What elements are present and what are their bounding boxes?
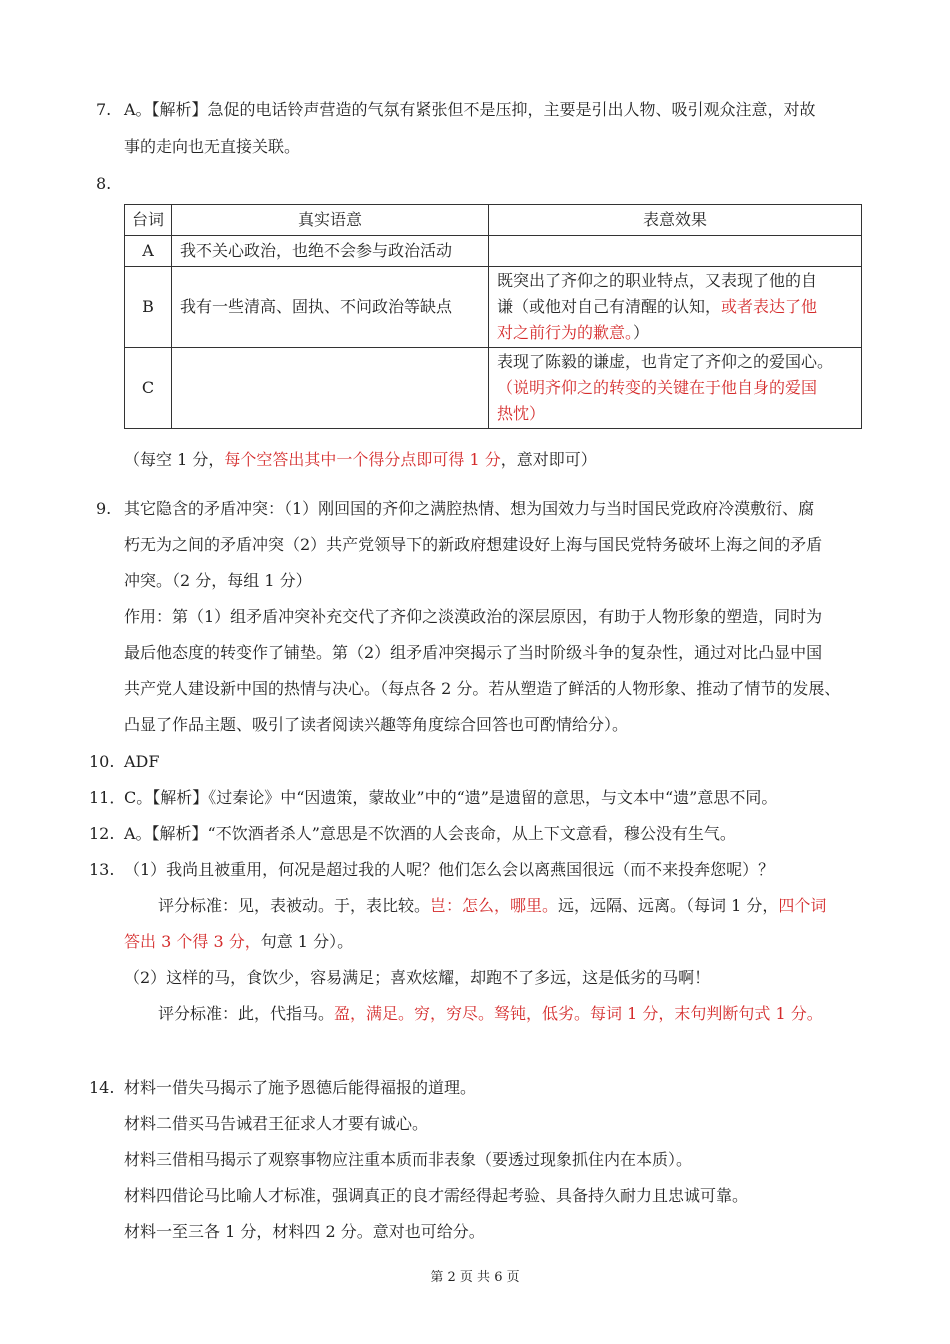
effect-line [497,294,853,320]
question-number: 12. [89,824,115,843]
table-header-row [125,205,862,236]
effect-line: 既突出了齐仰之的职业特点，又表现了他的自 [497,271,818,290]
effect-line-highlight: （说明齐仰之的转变的关键在于他自身的爱国 [497,378,818,397]
question-number: 10. [89,752,115,771]
q12-answer: A。【解析】“不饮酒者杀人”意思是不饮酒的人会丧命，从上下文意看，穆公没有生气。 [124,824,736,843]
q9-answer-line: 冲突。（2 分，每组 1 分） [124,571,312,590]
meaning-cell: 我有一些清高、固执、不问政治等缺点 [172,267,489,348]
q13-scoring-1-cont [124,930,353,954]
q9-answer-line: 凸显了作品主题、吸引了读者阅读兴趣等角度综合回答也可酌情给分）。 [124,715,629,734]
effect-text-highlight: 对之前行为的歉意。 [497,323,634,342]
note-text-highlight: 每个空答出其中一个得分点即可得 1 分 [224,450,501,469]
effect-cell [489,267,862,348]
q14-answer-line: 材料二借买马告诫君王征求人才要有诚心。 [124,1114,429,1133]
effect-cell [489,236,862,267]
effect-line: 表现了陈毅的谦虚，也肯定了齐仰之的爱国心。 [497,352,834,371]
note-text: ，意对即可） [500,450,597,469]
question-number: 13. [89,860,115,879]
table-header-cell: 台词 [125,205,172,236]
q13-scoring-2 [158,1002,823,1026]
question-number: 9. [96,499,112,518]
row-label: B [125,267,172,348]
q14-answer-line: 材料三借相马揭示了观察事物应注重本质而非表象（要透过现象抓住内在本质）。 [124,1150,693,1169]
scoring-text-highlight: 答出 3 个得 3 分， [124,932,261,951]
q14-answer-line: 材料一至三各 1 分，材料四 2 分。意对也可给分。 [124,1222,485,1241]
effect-text: ） [633,323,650,342]
scoring-text: 句意 1 分）。 [260,932,354,951]
q8-scoring-note [124,448,597,472]
table-header-cell: 表意效果 [489,205,862,236]
note-text: （每空 1 分， [124,450,225,469]
question-number: 14. [89,1078,115,1097]
question-number: 7. [96,100,112,119]
table-row [125,348,862,429]
table-header-cell: 真实语意 [172,205,489,236]
question-number: 8. [96,174,112,193]
q14-answer-line: 材料一借失马揭示了施予恩德后能得福报的道理。 [124,1078,477,1097]
q11-answer: C。【解析】《过秦论》中“因遗策，蒙故业”中的“遗”是遗留的意思，与文本中“遗”意思不同。 [124,788,778,807]
q13-translation-1: （1）我尚且被重用，何况是超过我的人呢？他们怎么会以离燕国很远（而不来投奔您呢）？ [124,860,775,879]
effect-text: 谦（或他对自己有清醒的认知， [497,297,722,316]
q9-answer-line: 共产党人建设新中国的热情与决心。（每点各 2 分。若从塑造了鲜活的人物形象、推动了情节的发展、 [124,679,841,698]
q14-answer-line: 材料四借论马比喻人才标准，强调真正的良才需经得起考验、具备持久耐力且忠诚可靠。 [124,1186,749,1205]
q9-answer-line: 其它隐含的矛盾冲突：（1）刚回国的齐仰之满腔热情、想为国效力与当时国民党政府冷漠敷衍、腐 [124,499,815,518]
q9-answer-line: 作用：第（1）组矛盾冲突补充交代了齐仰之淡漠政治的深层原因，有助于人物形象的塑造，同时为 [124,607,823,626]
effect-line-highlight: 热忱） [497,404,546,423]
table-row [125,236,862,267]
q7-answer-line: 事的走向也无直接关联。 [124,137,301,156]
row-label: C [125,348,172,429]
q10-answer: ADF [124,752,160,771]
effect-text-highlight: 或者表达了他 [721,297,818,316]
q9-answer-line: 最后他态度的转变作了铺垫。第（2）组矛盾冲突揭示了当时阶级斗争的复杂性，通过对比凸显中国 [124,643,823,662]
meaning-cell [172,348,489,429]
q9-answer-line: 朽无为之间的矛盾冲突（2）共产党领导下的新政府想建设好上海与国民党特务破坏上海之间的矛盾 [124,535,823,554]
scoring-text-highlight: 盈，满足。穷，穷尽。驽钝，低劣。每词 1 分，末句判断句式 1 分。 [334,1004,823,1023]
table-row [125,267,862,348]
scoring-text-highlight: 岂：怎么，哪里。 [430,896,559,915]
effect-cell [489,348,862,429]
q13-translation-2: （2）这样的马，食饮少，容易满足；喜欢炫耀，却跑不了多远，这是低劣的马啊！ [124,968,711,987]
scoring-text: 评分标准：见，表被动。于，表比较。 [158,896,431,915]
row-label: A [125,236,172,267]
meaning-cell: 我不关心政治，也绝不会参与政治活动 [172,236,489,267]
question-number: 11． [89,788,126,807]
q8-table [124,204,862,429]
scoring-text-highlight: 四个词 [778,896,827,915]
page-number: 第 2 页 共 6 页 [430,1270,520,1285]
q7-answer-line: A。【解析】急促的电话铃声营造的气氛有紧张但不是压抑，主要是引出人物、吸引观众注意，对故 [124,100,816,119]
scoring-text: 评分标准：此，代指马。 [158,1004,335,1023]
scoring-text: 远，远隔、远离。（每词 1 分， [558,896,779,915]
q13-scoring-1 [158,894,826,918]
effect-line [497,320,853,346]
